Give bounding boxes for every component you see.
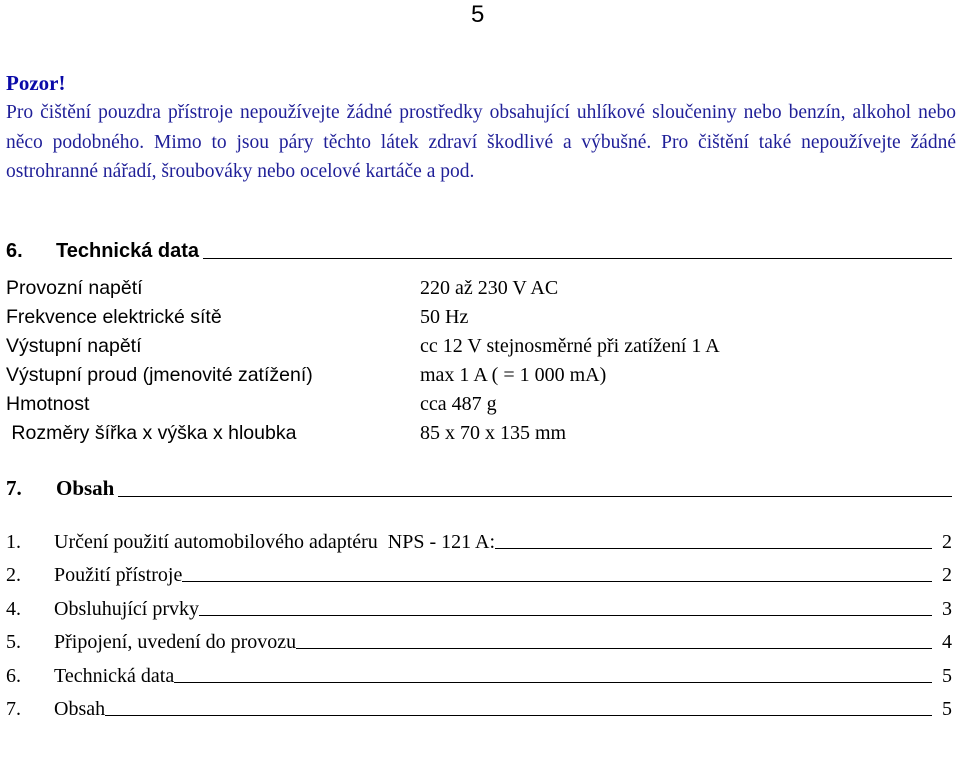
toc-page: 2 [942, 564, 952, 586]
toc-page: 5 [942, 664, 952, 687]
spec-label: Výstupní proud (jmenovité zatížení) [6, 364, 313, 386]
toc-page: 3 [942, 597, 952, 620]
table-of-contents [6, 520, 952, 721]
toc-number: 5. [6, 631, 21, 653]
toc-entry [6, 520, 952, 554]
spec-label: Hmotnost [6, 393, 90, 415]
section-number: 7. [6, 476, 22, 500]
spec-row [6, 303, 906, 332]
spec-label: Frekvence elektrické sítě [6, 306, 222, 328]
spec-row [6, 419, 906, 448]
spec-row [6, 390, 906, 419]
toc-number: 7. [6, 698, 21, 720]
spec-value: 50 Hz [420, 306, 469, 328]
toc-page: 5 [942, 698, 952, 720]
spec-row [6, 361, 906, 390]
toc-number: 4. [6, 597, 21, 620]
toc-title: Obsluhující prvky [54, 597, 199, 620]
spec-row [6, 332, 906, 361]
section-title: Technická data [56, 240, 200, 262]
heading-underline [203, 258, 952, 259]
spec-label: Rozměry šířka x výška x hloubka [6, 422, 297, 444]
toc-leader-line [105, 715, 932, 716]
warning-block [6, 70, 956, 187]
toc-page: 2 [942, 530, 952, 553]
spec-row [6, 274, 906, 303]
spec-table [6, 274, 906, 448]
section-heading-contents [6, 476, 952, 501]
toc-entry [6, 554, 952, 588]
spec-value: 220 až 230 V AC [420, 277, 559, 299]
section-number: 6. [6, 240, 23, 262]
toc-page: 4 [942, 631, 952, 653]
warning-title: Pozor! [6, 71, 66, 95]
toc-entry [6, 587, 952, 621]
toc-number: 1. [6, 530, 21, 553]
toc-leader-line [174, 682, 932, 683]
toc-number: 2. [6, 564, 21, 586]
section-heading-technical-data [6, 240, 952, 263]
spec-value: 85 x 70 x 135 mm [420, 422, 567, 444]
toc-title: Použití přístroje [54, 564, 183, 586]
toc-leader-line [182, 581, 932, 582]
toc-title: Obsah [54, 698, 106, 720]
toc-title: Připojení, uvedení do provozu [54, 631, 297, 653]
section-title: Obsah [56, 476, 115, 500]
toc-entry [6, 688, 952, 722]
toc-entry [6, 654, 952, 688]
toc-title: Technická data [54, 664, 175, 687]
spec-label: Provozní napětí [6, 277, 143, 299]
page-number: 5 [471, 1, 485, 28]
spec-label: Výstupní napětí [6, 335, 142, 357]
toc-number: 6. [6, 664, 21, 687]
spec-value: cca 487 g [420, 393, 497, 415]
warning-text: Pro čištění pouzdra přístroje nepoužívejte žádné prostředky obsahující uhlíkové sloučeniny nebo benzín, alkohol nebo něco podobného. Mimo to jsou páry těchto látek zdraví škodlivé a výbušné. Pro čištění také nepoužívejte žádné ostrohranné nářadí, šroubováky nebo ocelové kartáče a pod. [6, 102, 956, 182]
toc-leader-line [495, 548, 932, 549]
heading-underline [118, 496, 952, 497]
toc-entry [6, 621, 952, 655]
spec-value: cc 12 V stejnosměrné při zatížení 1 A [420, 335, 720, 357]
toc-title: Určení použití automobilového adaptéru NPS - 121 A: [54, 530, 496, 553]
spec-value: max 1 A ( = 1 000 mA) [420, 364, 607, 386]
toc-leader-line [296, 648, 932, 649]
toc-leader-line [199, 615, 932, 616]
